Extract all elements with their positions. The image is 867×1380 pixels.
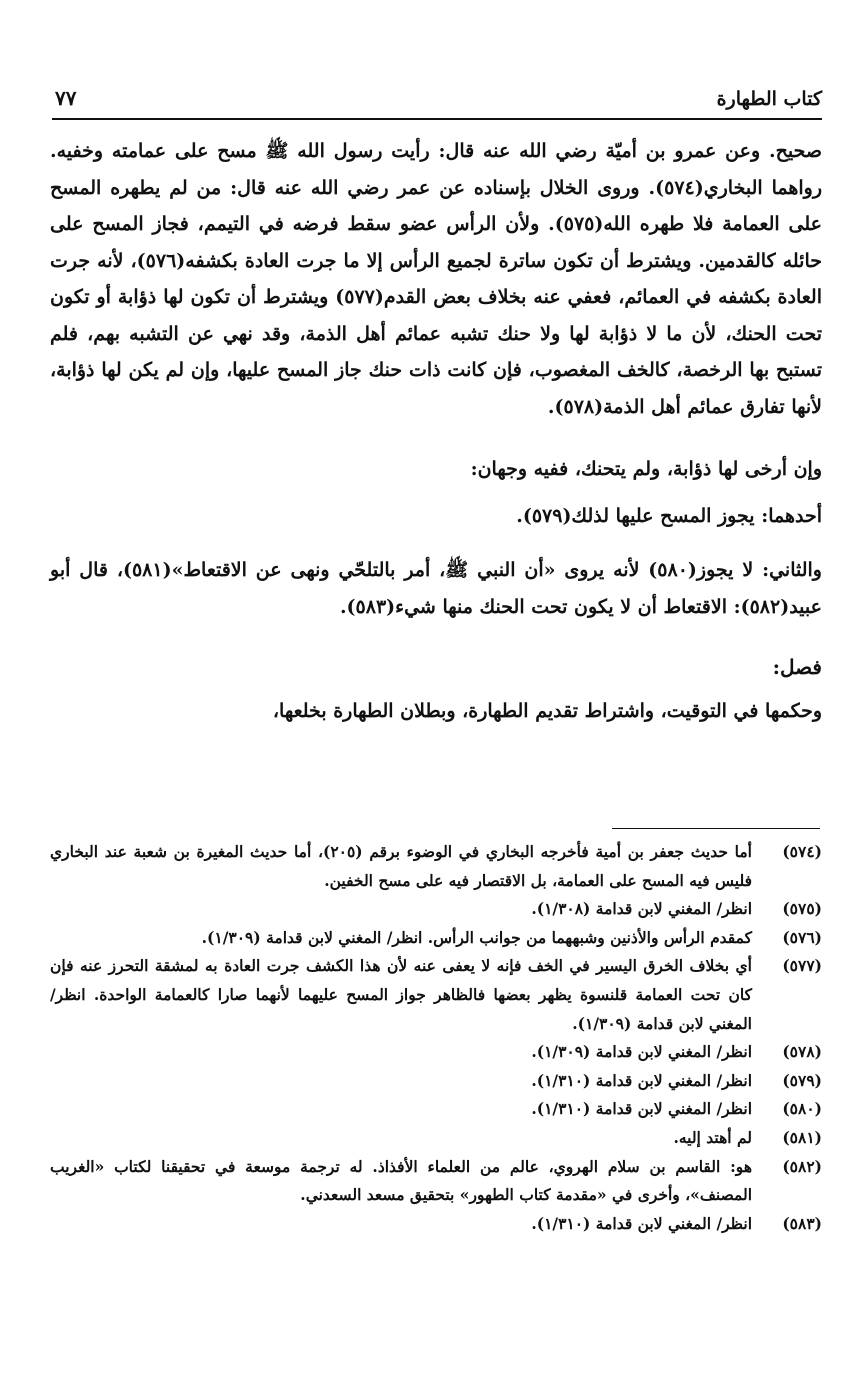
footnote bbox=[50, 838, 822, 895]
footnote-text: كمقدم الرأس والأذنين وشبههما من جوانب الرأس. انظر/ المغني لابن قدامة (١/٣٠٩). bbox=[201, 927, 752, 947]
footnote-text: انظر/ المغني لابن قدامة (١/٣١٠). bbox=[531, 1070, 752, 1090]
footnote-text: لم أهتد إليه. bbox=[673, 1127, 752, 1147]
footnote-number: (٥٧٤) bbox=[782, 842, 822, 861]
footnote bbox=[50, 895, 822, 924]
footnote-number: (٥٧٩) bbox=[782, 1070, 822, 1090]
footnote bbox=[50, 1210, 822, 1239]
footnote-text: انظر/ المغني لابن قدامة (١/٣٠٩). bbox=[531, 1042, 752, 1062]
running-title: كتاب الطهارة bbox=[716, 88, 822, 110]
footnote-number: (٥٨٠) bbox=[782, 1099, 822, 1119]
footnote-number: (٥٧٥) bbox=[782, 899, 822, 919]
section-heading: فصل: bbox=[772, 655, 822, 679]
footnote bbox=[50, 1124, 822, 1153]
footnote-number: (٥٨٢) bbox=[782, 1156, 822, 1176]
footnote-text: أما حديث جعفر بن أمية فأخرجه البخاري في الوضوء برقم (٢٠٥)، أما حديث المغيرة بن شعبة عند البخاري فليس فيه المسح على العمامة، بل الاقتصار فيه على مسح الخفين. bbox=[50, 842, 752, 890]
footnote bbox=[50, 924, 822, 953]
footnote-text: هو: القاسم بن سلام الهروي، عالم من العلماء الأفذاذ. له ترجمة موسعة في تحقيقنا لكتاب «الغريب المصنف»، وأخرى في «مقدمة كتاب الطهور» بتحقيق مسعد السعدني. bbox=[50, 1156, 752, 1205]
first-view-label: أحدهما: bbox=[761, 504, 822, 527]
first-view-text: يجوز المسح عليها لذلك(٥٧٩). bbox=[516, 504, 755, 527]
footnote bbox=[50, 1095, 822, 1124]
page-number: ٧٧ bbox=[55, 86, 77, 110]
footnote-separator bbox=[612, 828, 820, 829]
paragraph-3 bbox=[50, 498, 822, 535]
footnote-number: (٥٧٦) bbox=[782, 927, 822, 947]
footnote bbox=[50, 1153, 822, 1210]
footnote-number: (٥٧٧) bbox=[782, 956, 822, 976]
footnote-number: (٥٧٨) bbox=[782, 1042, 822, 1062]
main-text bbox=[50, 133, 822, 730]
footnote-text: انظر/ المغني لابن قدامة (١/٣٠٨). bbox=[531, 899, 752, 919]
footnote-number: (٥٨١) bbox=[782, 1127, 822, 1147]
footnote bbox=[50, 1067, 822, 1096]
footnote-text: انظر/ المغني لابن قدامة (١/٣١٠). bbox=[531, 1099, 752, 1119]
second-view-text: لا يجوز(٥٨٠) لأنه يروى «أن النبي ﷺ، أمر بالتلحّي ونهى عن الاقتعاط»(٥٨١)، قال أبو عبيد(٥٨٢): الاقتعاط أن لا يكون تحت الحنك منها شيء(٥٨٣). bbox=[50, 559, 822, 618]
second-view-label: والثاني: bbox=[762, 559, 822, 581]
paragraph-1: صحيح. وعن عمرو بن أميّة رضي الله عنه قال: رأيت رسول الله ﷺ مسح على عمامته وخفيه. رواهما البخاري(٥٧٤). وروى الخلال بإسناده عن عمر رضي الله عنه قال: من لم يطهره المسح على العمامة فلا طهره الله(٥٧٥). ولأن الرأس عضو سقط فرضه في التيمم، فجاز المسح على حائله كالقدمين. ويشترط أن تكون ساترة لجميع الرأس إلا ما جرت العادة بكشفه(٥٧٦)، لأنه جرت العادة بكشفه في العمائم، فعفي عنه بخلاف بعض القدم(٥٧٧) ويشترط أن تكون لها ذؤابة أو تكون تحت الحنك، لأن ما لا ذؤابة لها ولا حنك تشبه عمائم أهل الذمة، وقد نهي عن التشبه بهم، فلم تستبح بها الرخصة، كالخف المغصوب، فإن كانت ذات حنك جاز المسح عليها، وإن لم يكن لها ذؤابة، لأنها تفارق عمائم أهل الذمة(٥٧٨). bbox=[50, 140, 822, 418]
footnote-number: (٥٨٣) bbox=[782, 1213, 822, 1233]
paragraph-2: وإن أرخى لها ذؤابة، ولم يتحنك، ففيه وجهان: bbox=[470, 458, 822, 480]
header-rule bbox=[52, 118, 822, 120]
paragraph-5: وحكمها في التوقيت، واشتراط تقديم الطهارة، وبطلان الطهارة بخلعها، bbox=[272, 700, 822, 722]
footnote-text: انظر/ المغني لابن قدامة (١/٣١٠). bbox=[531, 1213, 752, 1233]
footnotes bbox=[50, 838, 822, 1238]
footnote bbox=[50, 952, 822, 1038]
footnote bbox=[50, 1038, 822, 1067]
footnote-text: أي بخلاف الخرق اليسير في الخف فإنه لا يعفى عنه لأن هذا الكشف جرت العادة به لمشقة التحرز عنه فإن كان تحت العمامة قلنسوة يظهر بعضها فالظاهر جواز المسح عليهما لأنهما صارا كالعمامة الواحدة. انظر/ المغني لابن قدامة (١/٣٠٩). bbox=[50, 956, 752, 1033]
paragraph-4 bbox=[50, 552, 822, 625]
page-header bbox=[55, 70, 822, 110]
